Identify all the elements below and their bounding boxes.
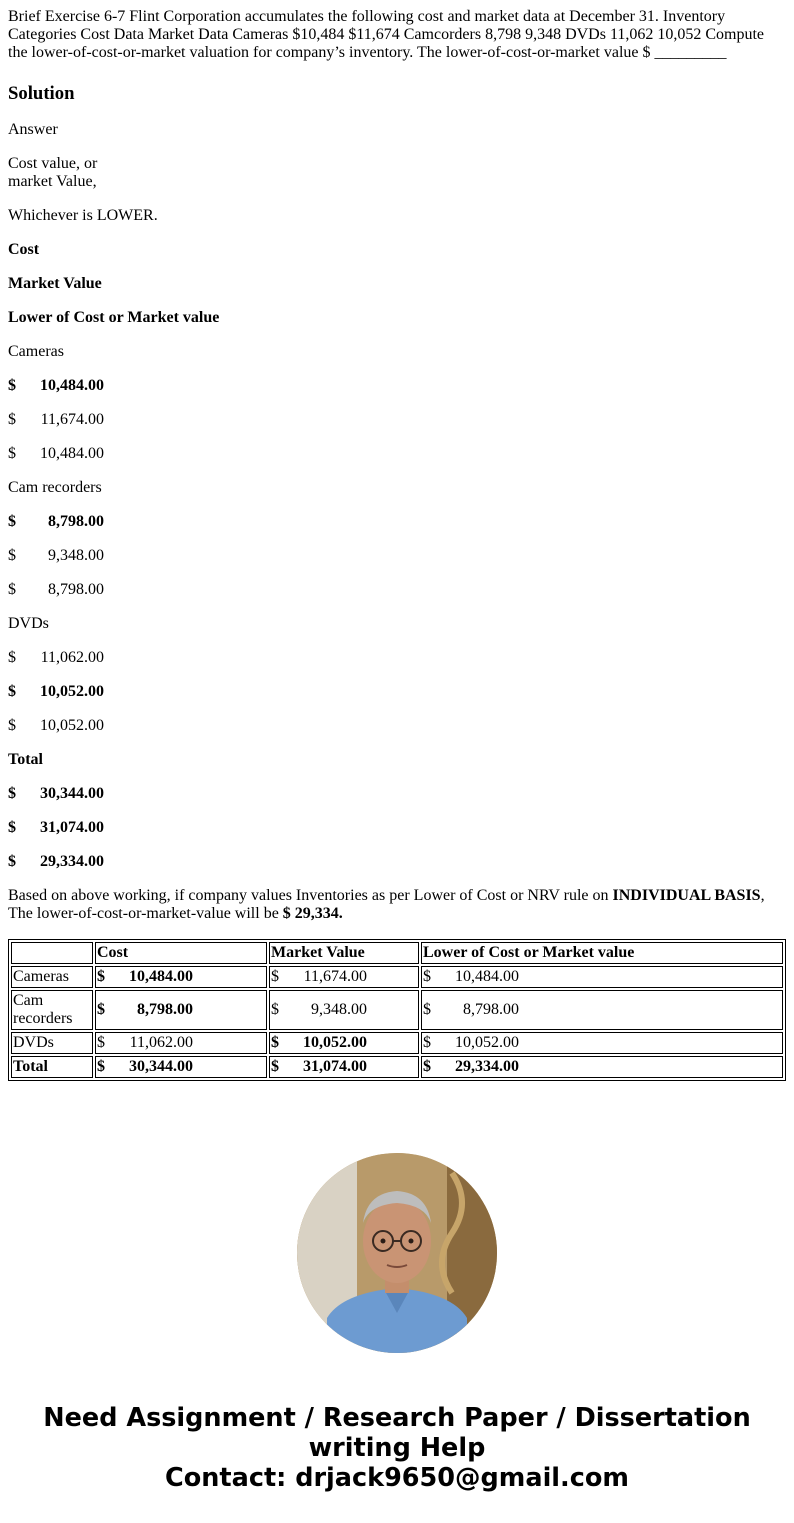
amount: 10,052.00 [303, 1034, 367, 1051]
table-total-row [11, 1056, 783, 1078]
rule-line-1: Cost value, or [8, 155, 98, 172]
amount: 9,348.00 [48, 547, 104, 564]
currency-symbol: $ [8, 547, 16, 564]
currency-symbol: $ [97, 1058, 105, 1075]
table-row-label: Total [11, 1056, 93, 1078]
cameras-lower [8, 445, 786, 463]
cameras-cost [8, 377, 786, 395]
currency-symbol: $ [97, 1034, 105, 1051]
amount: 10,052.00 [455, 1034, 519, 1051]
conclusion-middle: , The lower-of-cost-or-market-value will be [8, 887, 765, 922]
total-market [8, 819, 786, 837]
rule-text [8, 155, 786, 191]
currency-symbol: $ [423, 1058, 431, 1075]
amount: 30,344.00 [129, 1058, 193, 1075]
table-corner-cell [11, 942, 93, 964]
table-row [11, 966, 783, 988]
table-cell-cost [95, 1032, 267, 1054]
table-cell-market [269, 1056, 419, 1078]
currency-symbol: $ [271, 968, 279, 985]
amount: 29,334.00 [40, 853, 104, 870]
table-row [11, 1032, 783, 1054]
amount: 10,484.00 [455, 968, 519, 985]
currency-symbol: $ [8, 853, 16, 870]
amount: 8,798.00 [48, 513, 104, 530]
total-lower [8, 853, 786, 871]
currency-symbol: $ [97, 1001, 105, 1018]
rule-line-3: Whichever is LOWER. [8, 207, 158, 224]
dvds-market [8, 683, 786, 701]
currency-symbol: $ [8, 649, 16, 666]
currency-symbol: $ [8, 377, 16, 394]
total-cost [8, 785, 786, 803]
amount: 9,348.00 [311, 1001, 367, 1018]
promo-banner [0, 1403, 794, 1493]
cameras-market [8, 411, 786, 429]
table-cell-lower [421, 1032, 783, 1054]
amount: 11,062.00 [40, 649, 104, 666]
currency-symbol: $ [271, 1058, 279, 1075]
header-market: Market Value [8, 275, 102, 292]
amount: 11,674.00 [40, 411, 104, 428]
camrecorders-market [8, 547, 786, 565]
table-cell-lower [421, 966, 783, 988]
currency-symbol: $ [271, 1001, 279, 1018]
table-cell-market [269, 966, 419, 988]
page-content [8, 8, 786, 1075]
amount: 31,074.00 [303, 1058, 367, 1075]
amount: 10,484.00 [40, 445, 104, 462]
table-row-label: DVDs [11, 1032, 93, 1054]
camrecorders-cost [8, 513, 786, 531]
currency-symbol: $ [8, 683, 16, 700]
currency-symbol: $ [8, 513, 16, 530]
camrecorders-lower [8, 581, 786, 599]
solution-working [8, 121, 786, 887]
currency-symbol: $ [8, 445, 16, 462]
amount: 30,344.00 [40, 785, 104, 802]
table-row-label: Cam recorders [11, 990, 93, 1030]
conclusion-basis: INDIVIDUAL BASIS [612, 887, 761, 904]
amount: 29,334.00 [455, 1058, 519, 1075]
amount: 10,484.00 [129, 968, 193, 985]
table-cell-lower [421, 990, 783, 1030]
conclusion-value: $ 29,334. [282, 905, 343, 922]
table-cell-cost [95, 966, 267, 988]
dvds-lower [8, 717, 786, 735]
row-label-camrecorders: Cam recorders [8, 479, 102, 496]
amount: 10,052.00 [40, 683, 104, 700]
row-label-cameras: Cameras [8, 343, 64, 360]
row-label-dvds: DVDs [8, 615, 49, 632]
table-header-cost: Cost [95, 942, 267, 964]
amount: 8,798.00 [137, 1001, 193, 1018]
currency-symbol: $ [271, 1034, 279, 1051]
answer-label: Answer [8, 121, 58, 138]
table-row-label: Cameras [11, 966, 93, 988]
currency-symbol: $ [423, 1034, 431, 1051]
question-text: Brief Exercise 6-7 Flint Corporation accumulates the following cost and market data at December 31. Inventory Categories Cost Data Market Data Cameras $10,484 $11,674 Camcorders 8,798 9,348 DVDs 11,062 10,052 Compute the lower-of-cost-or-market valuation for company’s inventory. The lower-of-cost-or-market value $ _________ [8, 8, 765, 61]
lcm-table [8, 939, 786, 1081]
amount: 31,074.00 [40, 819, 104, 836]
currency-symbol: $ [8, 717, 16, 734]
amount: 11,674.00 [303, 968, 367, 985]
tutor-avatar [297, 1153, 497, 1353]
table-cell-market [269, 1032, 419, 1054]
dvds-cost [8, 649, 786, 667]
table-cell-cost [95, 990, 267, 1030]
promo-contact: Contact: drjack9650@gmail.com [165, 1463, 629, 1493]
table-header-row [11, 942, 783, 964]
amount: 10,484.00 [40, 377, 104, 394]
table-cell-lower [421, 1056, 783, 1078]
currency-symbol: $ [8, 411, 16, 428]
currency-symbol: $ [423, 968, 431, 985]
currency-symbol: $ [8, 785, 16, 802]
currency-symbol: $ [8, 581, 16, 598]
header-cost: Cost [8, 241, 40, 258]
amount: 8,798.00 [48, 581, 104, 598]
currency-symbol: $ [423, 1001, 431, 1018]
solution-heading: Solution [8, 83, 75, 104]
rule-line-2: market Value, [8, 173, 97, 190]
promo-line-1: Need Assignment / Research Paper / Dissertation writing Help [43, 1403, 751, 1463]
conclusion-before: Based on above working, if company values Inventories as per Lower of Cost or NRV rule on [8, 887, 613, 904]
tutor-portrait-icon [297, 1153, 497, 1353]
table-header-market: Market Value [269, 942, 419, 964]
table-row [11, 990, 783, 1030]
currency-symbol: $ [8, 819, 16, 836]
table-cell-cost [95, 1056, 267, 1078]
currency-symbol: $ [97, 968, 105, 985]
amount: 10,052.00 [40, 717, 104, 734]
table-cell-market [269, 990, 419, 1030]
header-lower: Lower of Cost or Market value [8, 309, 220, 326]
conclusion-text [8, 887, 786, 923]
amount: 11,062.00 [129, 1034, 193, 1051]
table-header-lower: Lower of Cost or Market value [421, 942, 783, 964]
row-label-total: Total [8, 751, 43, 768]
amount: 8,798.00 [463, 1001, 519, 1018]
